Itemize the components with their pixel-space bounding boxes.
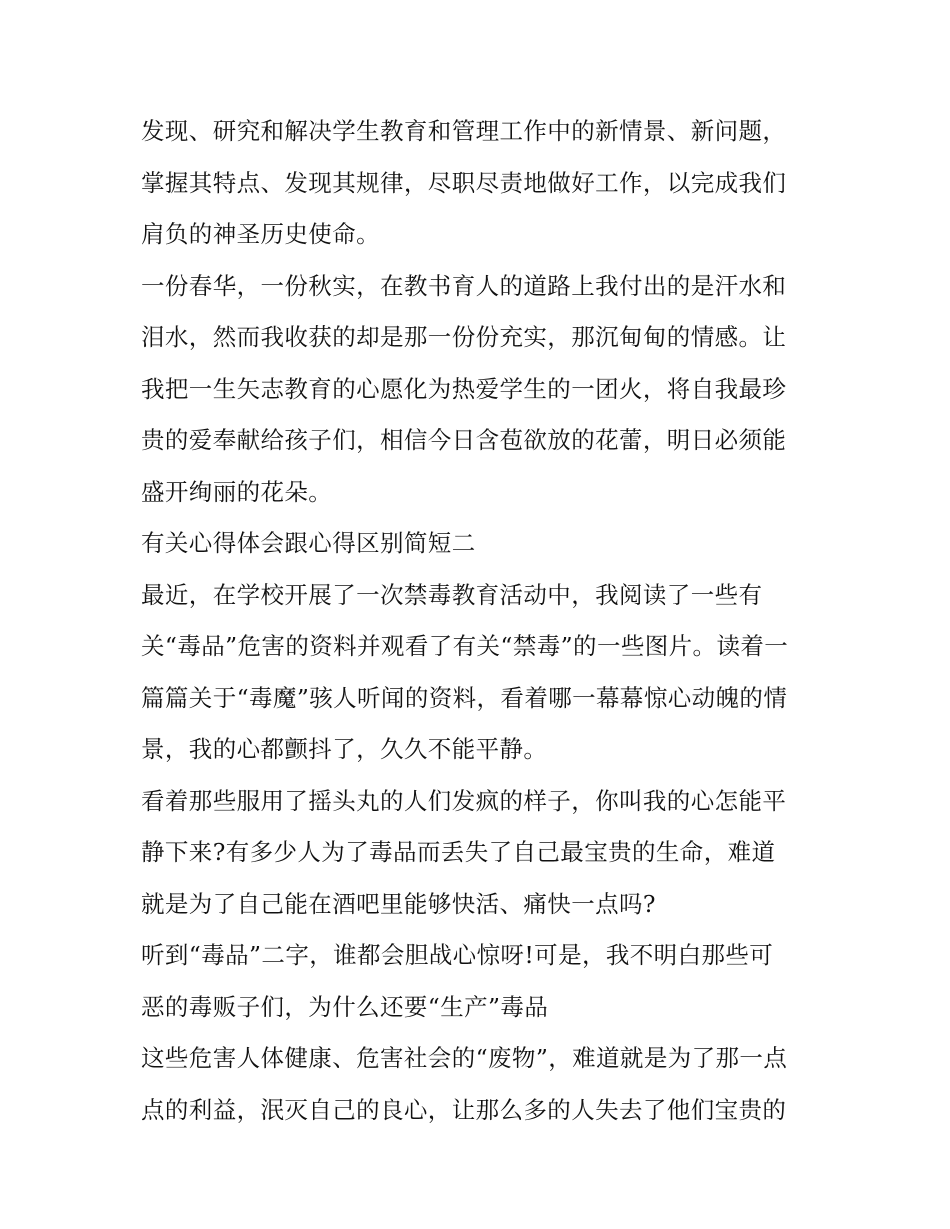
- text-line: 篇篇关于“毒魔”骇人听闻的资料，看着哪一幕幕惊心动魄的情: [141, 683, 788, 712]
- text-line: 景，我的心都颤抖了，久久不能平静。: [141, 735, 548, 763]
- text-line: 肩负的神圣历史使命。: [141, 220, 380, 248]
- text-line: 点的利益，泯灭自己的良心，让那么多的人失去了他们宝贵的: [141, 1095, 787, 1124]
- text-line: 这些危害人体健康、危害社会的“废物”，难道就是为了那一点: [141, 1044, 788, 1072]
- text-line: 静下来?有多少人为了毒品而丢失了自己最宝贵的生命，难道: [141, 838, 776, 866]
- text-line: 看着那些服用了摇头丸的人们发疯的样子，你叫我的心怎能平: [141, 786, 787, 815]
- section-heading: 有关心得体会跟心得区别简短二: [141, 529, 476, 557]
- text-line: 关“毒品”危害的资料并观看了有关“禁毒”的一些图片。读着一: [141, 632, 789, 660]
- text-line: 贵的爱奉献给孩子们，相信今日含苞欲放的花蕾，明日必须能: [141, 426, 787, 454]
- text-line: 掌握其特点、发现其规律，尽职尽责地做好工作，以完成我们: [141, 168, 787, 197]
- text-line: 就是为了自己能在酒吧里能够快活、痛快一点吗?: [141, 889, 656, 918]
- text-line: 发现、研究和解决学生教育和管理工作中的新情景、新问题，: [141, 117, 787, 145]
- text-line: 最近，在学校开展了一次禁毒教育活动中，我阅读了一些有: [141, 580, 763, 609]
- document-body: [141, 106, 821, 1136]
- text-line: 一份春华，一份秋实，在教书育人的道路上我付出的是汗水和: [141, 271, 787, 300]
- text-line: 我把一生矢志教育的心愿化为热爱学生的一团火，将自我最珍: [141, 374, 787, 403]
- text-line: 听到“毒品”二字，谁都会胆战心惊呀!可是，我不明白那些可: [141, 941, 774, 969]
- text-line: 恶的毒贩子们，为什么还要“生产”毒品: [141, 992, 549, 1021]
- text-line: 盛开绚丽的花朵。: [141, 477, 333, 506]
- text-line: 泪水，然而我收获的却是那一份份充实，那沉甸甸的情感。让: [141, 323, 787, 351]
